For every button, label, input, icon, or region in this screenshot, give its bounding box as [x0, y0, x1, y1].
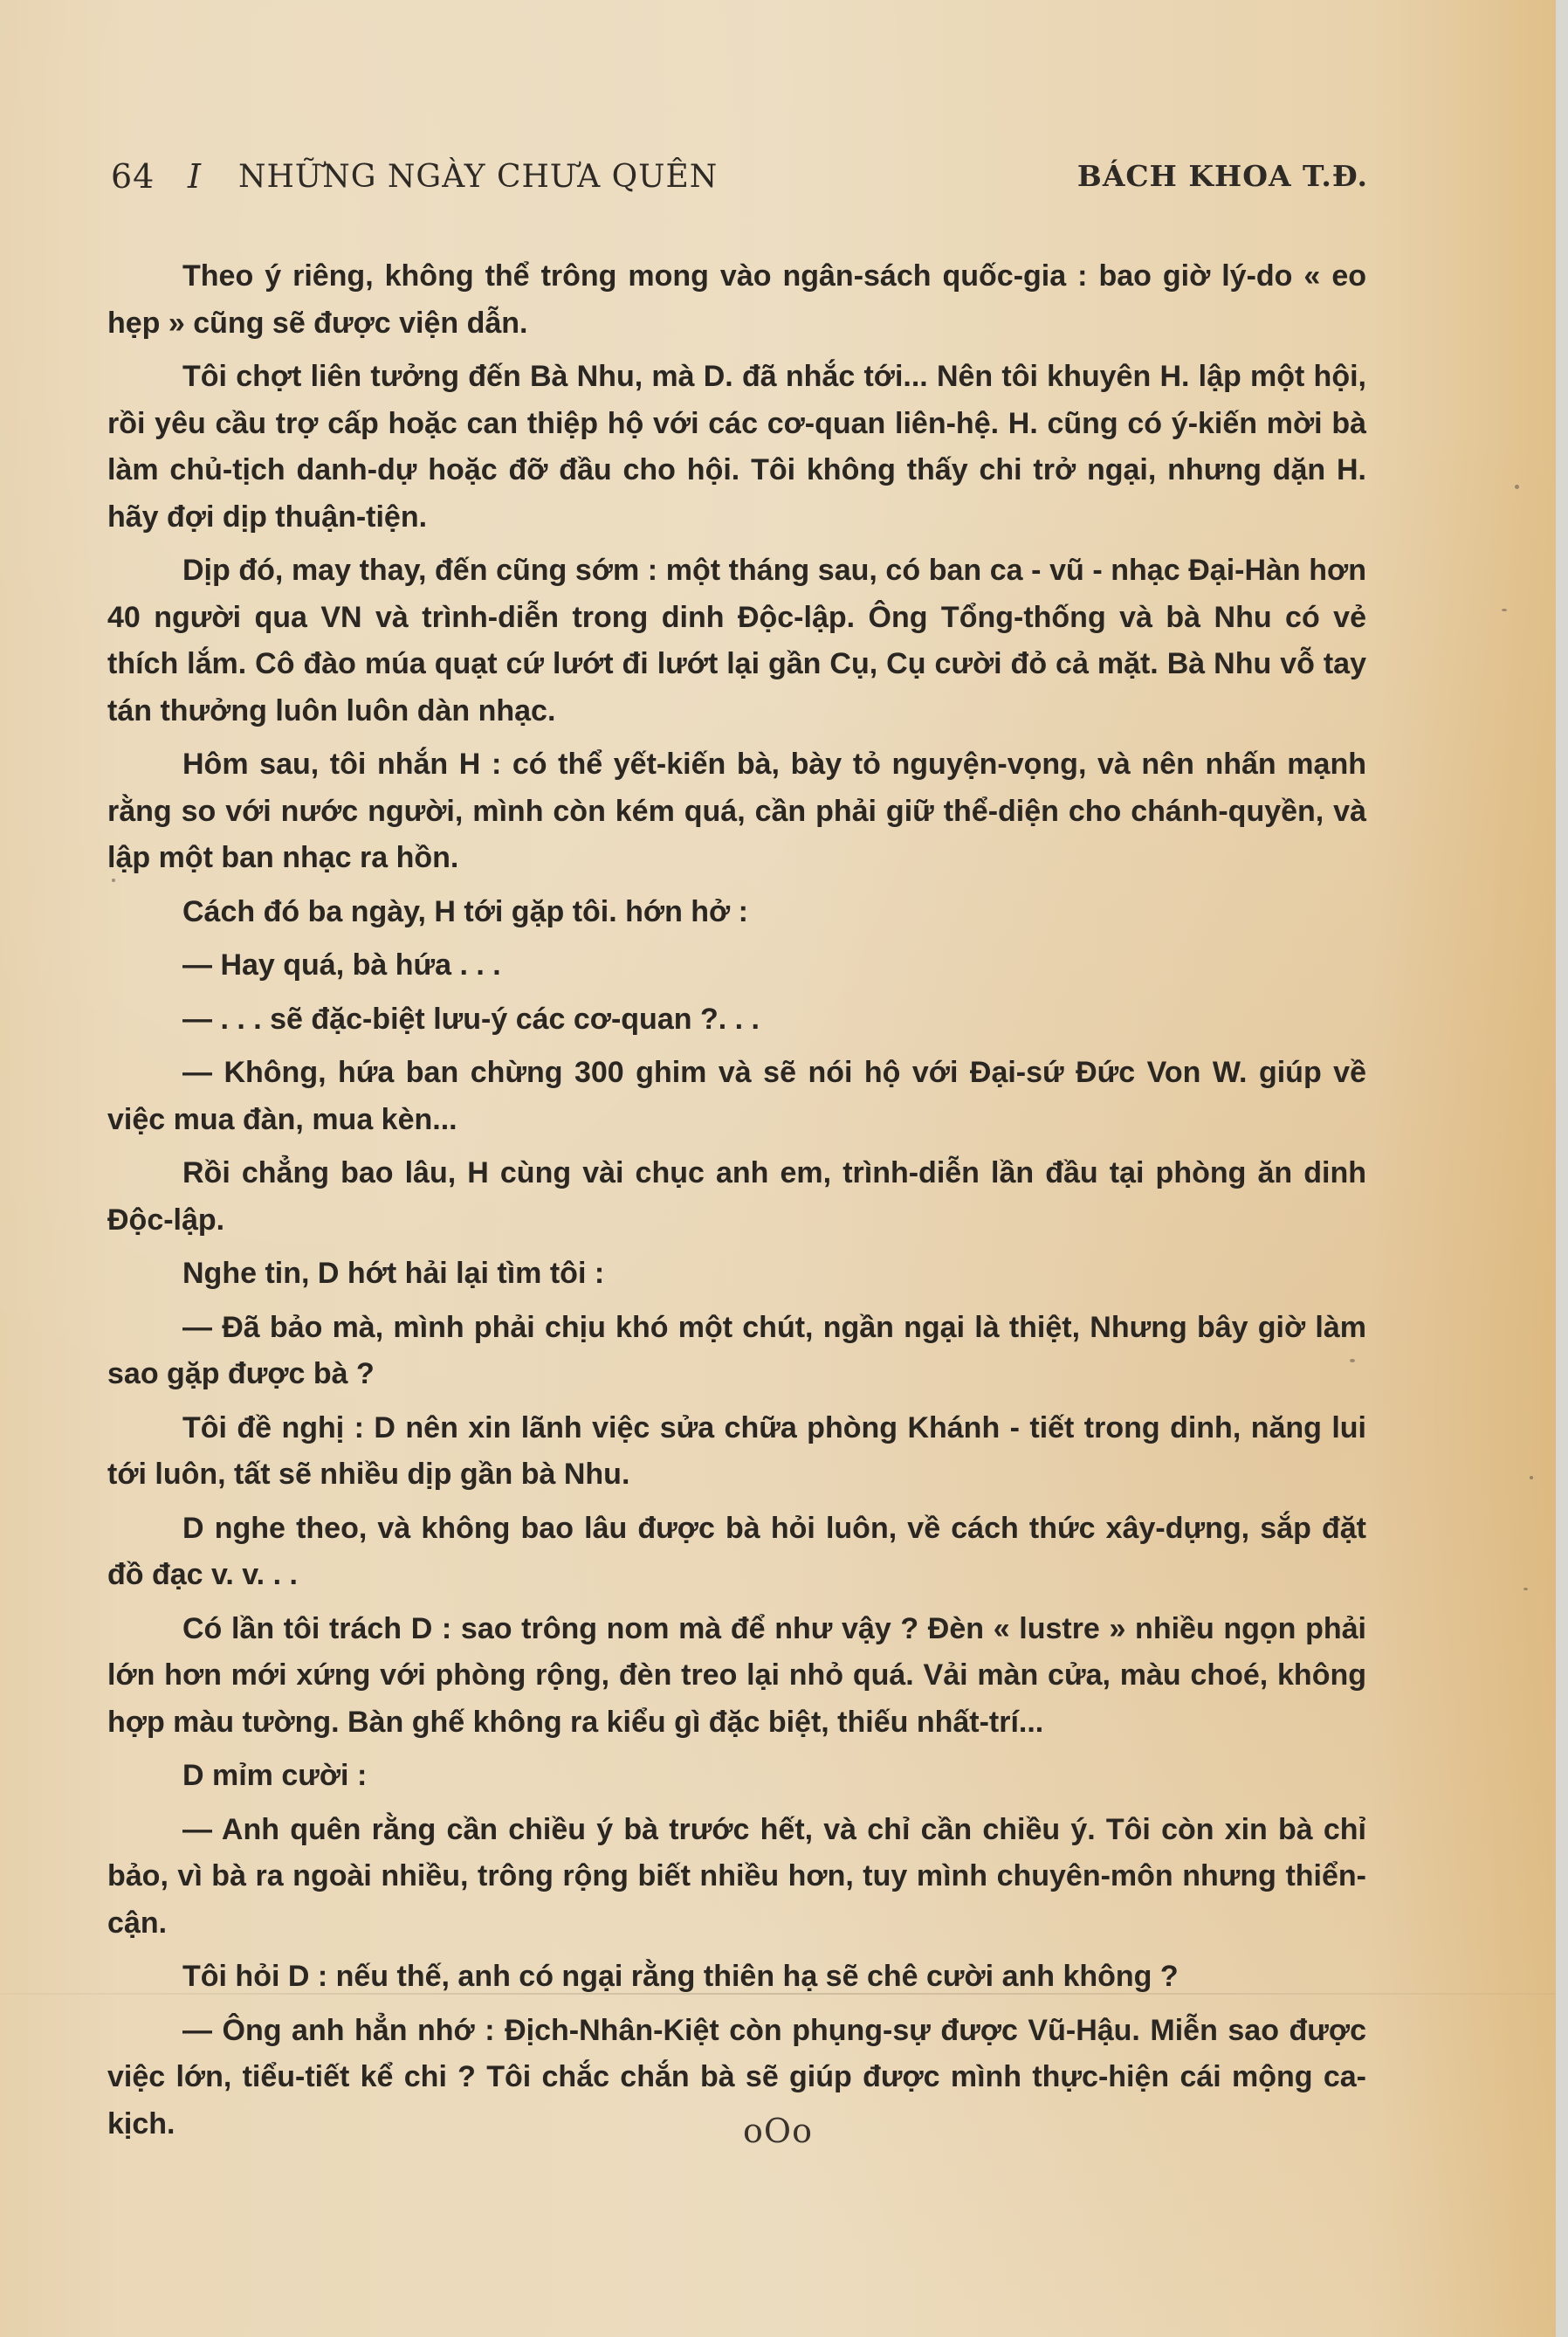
scan-background — [1556, 0, 1568, 2337]
paper-speck — [1523, 1588, 1528, 1590]
paper-fold-line — [0, 1993, 1556, 1995]
journal-name: BÁCH KHOA T.Đ. — [1076, 159, 1368, 193]
paragraph: Có lần tôi trách D : sao trông nom mà để như vậy ? Đèn « lustre » nhiều ngọn phải lớn hơn mới xứng với phòng rộng, đèn treo lại nhỏ quá. Vải màn cửa, màu choé, không hợp màu tường. Bàn ghế không ra kiểu gì đặc biệt, thiếu nhất-trí... — [107, 1611, 1366, 1739]
body-text — [107, 253, 1366, 2154]
running-header — [111, 157, 1368, 201]
paragraph: Rồi chẳng bao lâu, H cùng vài chục anh em, trình-diễn lần đầu tại phòng ăn dinh Độc-lập. — [107, 1156, 1366, 1237]
dialogue-line: — Đã bảo mà, mình phải chịu khó một chút, ngần ngại là thiệt, Nhưng bây giờ làm sao gặp được bà ? — [107, 1310, 1366, 1390]
dialogue-line: — Anh quên rằng cần chiều ý bà trước hết, và chỉ cần chiều ý. Tôi còn xin bà chỉ bảo, vì bà ra ngoài nhiều, trông rộng biết nhiều hơn, tuy mình chuyên-môn nhưng thiển-cận. — [107, 1812, 1366, 1940]
running-title: NHỮNG NGÀY CHƯA QUÊN — [238, 159, 719, 195]
paragraph: Theo ý riêng, không thể trông mong vào ngân-sách quốc-gia : bao giờ lý-do « eo hẹp » cũng sẽ được viện dẫn. — [107, 259, 1366, 340]
paper-speck — [1530, 1476, 1533, 1479]
paper-speck — [112, 879, 115, 882]
header-separator: I — [188, 157, 202, 196]
page-number: 64 — [111, 157, 155, 196]
paragraph: Dịp đó, may thay, đến cũng sớm : một tháng sau, có ban ca - vũ - nhạc Đại-Hàn hơn 40 người qua VN và trình-diễn trong dinh Độc-lập. Ông Tổng-thống và bà Nhu có vẻ thích lắm. Cô đào múa quạt cứ lướt đi lướt lại gần Cụ, Cụ cười đỏ cả mặt. Bà Nhu vỗ tay tán thưởng luôn luôn dàn nhạc. — [107, 554, 1366, 727]
paragraph: Hôm sau, tôi nhắn H : có thể yết-kiến bà, bày tỏ nguyện-vọng, và nên nhấn mạnh rằng so với nước người, mình còn kém quá, cần phải giữ thể-diện cho chánh-quyền, và lập một ban nhạc ra hồn. — [107, 748, 1366, 874]
paragraph: Tôi chợt liên tưởng đến Bà Nhu, mà D. đã nhắc tới... Nên tôi khuyên H. lập một hội, rồi yêu cầu trợ cấp hoặc can thiệp hộ với các cơ-quan liên-hệ. H. cũng có ý-kiến mời bà làm chủ-tịch danh-dự hoặc đỡ đầu cho hội. Tôi không thấy chi trở ngại, nhưng dặn H. hãy đợi dịp thuận-tiện. — [107, 360, 1366, 534]
paragraph: Nghe tin, D hớt hải lại tìm tôi : — [182, 1257, 605, 1290]
paragraph: D nghe theo, và không bao lâu được bà hỏi luôn, về cách thức xây-dựng, sắp đặt đồ đạc v. v. . . — [107, 1511, 1366, 1591]
dialogue-line: — Ông anh hẳn nhớ : Địch-Nhân-Kiệt còn phụng-sự được Vũ-Hậu. Miễn sao được việc lớn, tiểu-tiết kể chi ? Tôi chắc chắn bà sẽ giúp được mình thực-hiện cái mộng ca-kịch. — [107, 2013, 1366, 2141]
paragraph: Cách đó ba ngày, H tới gặp tôi. hớn hở : — [182, 894, 748, 928]
dialogue-line: — . . . sẽ đặc-biệt lưu-ý các cơ-quan ?. . . — [182, 1002, 760, 1036]
dialogue-line: — Hay quá, bà hứa . . . — [182, 948, 501, 982]
paper-speck — [1502, 609, 1507, 611]
paragraph: Tôi hỏi D : nếu thế, anh có ngại rằng thiên hạ sẽ chê cười anh không ? — [182, 1960, 1179, 1993]
paper-speck — [1515, 485, 1519, 489]
dialogue-line: — Không, hứa ban chừng 300 ghim và sẽ nói hộ với Đại-sứ Đức Von W. giúp về việc mua đàn, mua kèn... — [107, 1056, 1366, 1136]
paragraph: Tôi đề nghị : D nên xin lãnh việc sửa chữa phòng Khánh - tiết trong dinh, năng lui tới luôn, tất sẽ nhiều dịp gần bà Nhu. — [107, 1410, 1366, 1491]
end-ornament: oOo — [743, 2112, 813, 2150]
paper-speck — [1350, 1359, 1355, 1362]
paragraph: D mỉm cười : — [182, 1759, 368, 1792]
